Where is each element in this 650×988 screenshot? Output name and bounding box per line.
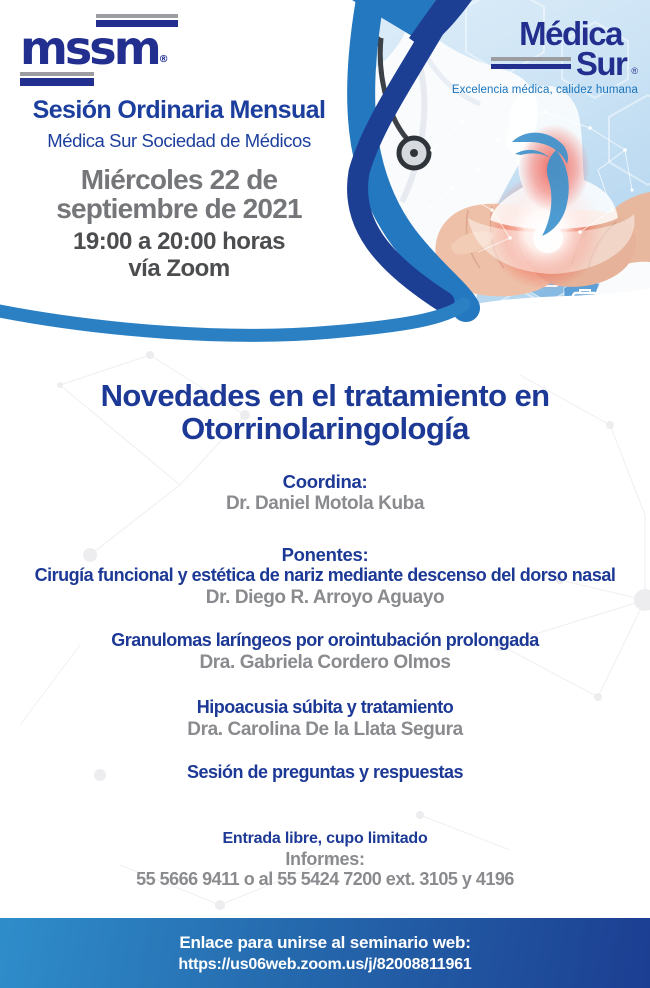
- mssm-logo: [20, 14, 184, 86]
- medica-sur-word1: Médica: [519, 15, 622, 52]
- event-platform: vía Zoom: [128, 255, 230, 282]
- phone-numbers: 55 5666 9411 o al 55 5424 7200 ext. 3105 y 4196: [136, 869, 514, 889]
- talk-title: Granulomas laríngeos por orointubación prolongada: [111, 630, 539, 650]
- main-title-line2: Otorrinolaringología: [181, 411, 469, 446]
- session-subtitle: Médica Sur Sociedad de Médicos: [47, 130, 311, 151]
- info-label: Informes:: [285, 849, 365, 869]
- medica-sur-tagline: Excelencia médica, calidez humana: [451, 84, 638, 97]
- medica-sur-word2: Sur: [575, 45, 627, 83]
- admission-note: Entrada libre, cupo limitado: [222, 830, 428, 847]
- coordinator-label: Coordina:: [282, 471, 368, 492]
- footer-bar: [0, 918, 650, 988]
- coordinator-name: Dr. Daniel Motola Kuba: [225, 493, 425, 514]
- talk-title: Hipoacusia súbita y tratamiento: [196, 697, 454, 717]
- registered-mark: ®: [631, 66, 638, 77]
- session-title: Sesión Ordinaria Mensual: [32, 96, 326, 124]
- webinar-link-label: Enlace para unirse al seminario web:: [179, 932, 471, 952]
- zoom-link[interactable]: https://us06web.zoom.us/j/82008811961: [178, 955, 472, 973]
- event-date-line2: septiembre de 2021: [56, 193, 302, 224]
- main-title-line1: Novedades en el tratamiento en: [100, 378, 550, 413]
- talk-speaker: Dra. Carolina De la Llata Segura: [187, 719, 463, 740]
- registered-mark: ®: [158, 54, 169, 65]
- talk-speaker: Dra. Gabriela Cordero Olmos: [199, 652, 451, 673]
- mssm-logo-text: mssm®: [20, 21, 169, 75]
- event-date-line1: Miércoles 22 de: [80, 164, 278, 195]
- medica-sur-lines: [491, 57, 571, 69]
- talk-speaker: Dr. Diego R. Arroyo Aguayo: [205, 587, 445, 608]
- event-time: 19:00 a 20:00 horas: [73, 228, 285, 255]
- talk-title: Cirugía funcional y estética de nariz mediante descenso del dorso nasal: [34, 565, 616, 585]
- medica-sur-logo: [451, 15, 638, 97]
- speakers-label: Ponentes:: [281, 544, 369, 565]
- talk-title: Sesión de preguntas y respuestas: [186, 762, 464, 782]
